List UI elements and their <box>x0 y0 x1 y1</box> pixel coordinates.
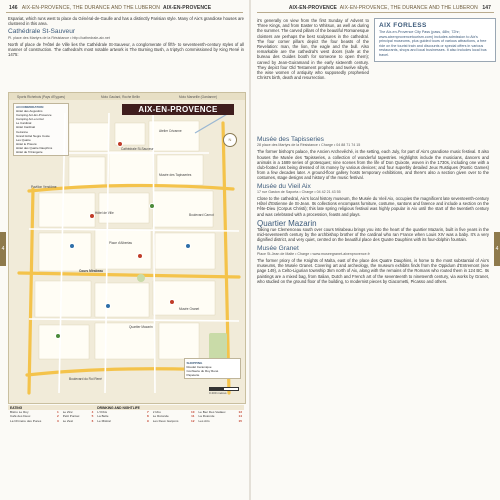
aix-forless-box <box>374 18 496 62</box>
legend-item: Les Quatre <box>16 137 31 142</box>
left-page-number: 146 <box>9 5 18 11</box>
key-number: 3 <box>56 418 59 423</box>
map-label: Boulevard du Roi René <box>69 377 102 381</box>
map-top-label-1: Sports Richebois (Pays d'Eygues) <box>17 94 66 99</box>
map-label: Atelier Cézanne <box>159 129 182 133</box>
map-title: AIX-EN-PROVENCE <box>122 104 234 115</box>
legend-item: Hôtel le Prieuré <box>16 141 37 146</box>
mazarin-text: Taking rue Clemenceau south over cours Mirabeau brings you into the heart of the quartier Mazarin, built in five years in the mid-seventeenth century by the archbishop brother of the cardinal who ran France when Louis XIV was a baby. It's a very dignified district, and very quiet, centred on the beautiful place des Quatre Dauphins with its four-dolphin fountain. <box>257 227 489 243</box>
legend-item: Camping Arc-En-Provence <box>16 113 52 118</box>
key-entry: Le Zinc <box>62 410 73 415</box>
map-legend-accommodation <box>13 103 69 156</box>
vieil-aix-address: 17 rue Gaston de Saporta • Charge • 04 42 21 43 55 <box>257 189 341 194</box>
left-intro-text: Espariat, which runs west to place du Général-de-Gaulle and has a distinctly Parisian style. Many of Aix's grandiose houses are clustered in this area. <box>8 16 244 27</box>
cathedrale-address: Pl. place des Martyrs de la Résistance • http://cathedrale-aix.net <box>8 35 110 40</box>
left-running-head-text: AIX-EN-PROVENCE, THE DURANCE AND THE LUBERON <box>21 5 161 11</box>
map-key <box>8 405 244 423</box>
eating-heading: EATING <box>8 405 61 410</box>
box-title: AIX FORLESS <box>379 22 427 29</box>
map-marker[interactable] <box>89 213 95 219</box>
map-marker[interactable] <box>55 333 61 339</box>
tapisseries-text: The former bishop's palace, the Ancien Archevêché, is the setting, each July, for part of Aix's grandiose music festival. It also houses the Musée des Tapisseries, a collection of wonderful tapestries. Highlights include the musicians, dancers and animals in a 1689 series of grotesques; nine scenes from the life of Don Quixote, woven in the 1730s, including one with a club-footed ass being dressed of its money by various devices; and four superbly detailed Jeux Rustiques (Rustic Games) from a few decades later. A ground-floor gallery hosts temporary exhibitions, and there's also a section given over to the costumes, stage designs and history of the music festival. <box>257 149 489 181</box>
map-marker[interactable] <box>117 141 123 147</box>
cathedral-continued-text: it's generally on view from the first Sunday of Advent to Three Kings, and from Easter to Whitsun, as well as during the summer. The carved pillars of the beautiful Romanesque cloisters are perhaps the best sculptures in the cathedral. The four corner pillars depict the four beasts of the Revelation: man, the lion, the eagle and the bull. Also remarkable are the cathedral's west doors (safe at the bureau des Guides booth for someone to open them); carved by Jean-Guiramand in the early sixteenth century. They depict four Old Testament prophets and twelve sibyls, the wise women of antiquity who supposedly prophesied Christ's birth, death and resurrection. <box>257 18 369 81</box>
legend-item: Camping Arc-en-Ciel <box>16 117 44 122</box>
map-label: Boulevard Carnot <box>189 213 214 217</box>
key-number: 15 <box>238 418 242 423</box>
box-text: The Aix-en-Provence City Pass (pass, 48hr, 72hr; www.aixenprovencetourism.com) includes admission to Aix's principal museums, plus guided tours of various attractions, a free ride on the tourist train and discounts or special offers in various restaurants, shops and local businesses. It also includes local bus travel. <box>379 30 487 57</box>
map-label: Cathédrale St-Sauveur <box>121 147 154 151</box>
map-top-label-3: Moto Marseille (Gardanne) <box>179 94 217 99</box>
map-scale <box>209 387 239 395</box>
city-map[interactable] <box>8 92 246 404</box>
tapisseries-heading: Musée des Tapisseries <box>257 136 324 143</box>
legend-item: Le Cardinal <box>16 121 32 126</box>
tapisseries-address: 28 place des Martyrs de la Résistance • Charge • 04 88 71 74 15 <box>257 143 361 148</box>
key-entry: La Rotonde <box>198 414 215 419</box>
right-chapter-tab-label: 4 <box>495 246 499 252</box>
key-entry: Café des Deux <box>10 414 31 419</box>
legend-item: Hôtel des Augustins <box>16 109 43 114</box>
key-number: 4 <box>91 410 94 415</box>
shopping-item: Confiserie du Roy René <box>186 368 219 373</box>
key-number: 8 <box>147 414 149 419</box>
key-number: 1 <box>56 410 59 415</box>
right-main-text <box>257 134 489 286</box>
map-label: Musée des Tapisseries <box>159 173 192 177</box>
key-entry: La Chimère des Puces <box>10 418 42 423</box>
map-label: Musée Granet <box>179 307 200 311</box>
key-entry: Le Bec Des Vadaux <box>198 410 226 415</box>
right-chapter-tab[interactable] <box>494 232 500 266</box>
map-label: Cours Mirabeau <box>79 269 104 273</box>
map-marker[interactable] <box>169 299 175 305</box>
granet-text: The former priory of the Knights of Malta, east of the place des Quatre Dauphins, is home to the most substantial of Aix's museums, the Musée Granet. Covering art and archeology, the museum exhibits finds from the Oppidum d'Entremont (see page 149), a Celto-Ligurian township 3km north of Aix, along with the remains of the Romans who routed them in 124 BC. Its paintings are a mixed bag, from Italian, Dutch and French art of the seventeenth to nineteenth century, via works by Granet, who studied on the ground floor of the building, to modernist pieces by Giacometti, Picasso and others. <box>257 258 489 284</box>
key-entry: Les Arts <box>198 418 210 423</box>
vieil-aix-heading: Musée du Vieil Aix <box>257 182 311 190</box>
granet-heading: Musée Granet <box>257 244 299 252</box>
key-number: 11 <box>191 414 195 419</box>
map-marker[interactable] <box>185 243 191 249</box>
left-chapter-tab[interactable] <box>0 232 6 266</box>
legend-item: Cezanne <box>16 129 29 134</box>
key-entry: Bistro Le Roy <box>10 410 29 415</box>
map-label: Place d'Albertas <box>109 241 132 245</box>
key-number: 12 <box>190 418 195 423</box>
map-key-row <box>8 419 244 423</box>
key-entry: L'Ubu <box>152 410 161 415</box>
left-head-rule <box>6 12 243 13</box>
map-marker[interactable] <box>149 203 155 209</box>
key-number: 6 <box>91 418 94 423</box>
key-number: 13 <box>238 410 242 415</box>
map-label: Quartier Mazarin <box>129 325 153 329</box>
key-entry: La Belle <box>97 414 109 419</box>
shopping-item: Papeterie <box>186 372 200 377</box>
map-marker[interactable] <box>69 243 75 249</box>
legend-item: Hôtel des Quatre Dauphins <box>16 145 53 150</box>
right-running-section: AIX-EN-PROVENCE <box>288 5 337 11</box>
shopping-item: Roudel Ceramique <box>186 364 212 369</box>
map-shopping-box <box>184 358 241 379</box>
right-page-number: 147 <box>482 5 491 11</box>
right-col1-top <box>257 18 369 82</box>
left-running-section: AIX-EN-PROVENCE <box>163 5 212 11</box>
right-running-head <box>289 5 494 11</box>
key-number: 7 <box>147 410 149 415</box>
legend-item: Grand Hôtel Negre Coste <box>16 133 50 138</box>
legend-heading: ACCOMMODATION <box>16 105 44 109</box>
granet-address: Place St-Jean de Malte • Charge • www.museegranet-aixenprovence.fr <box>257 251 370 256</box>
key-number: 9 <box>147 418 149 423</box>
key-number: 5 <box>91 414 94 419</box>
left-running-head <box>6 5 211 11</box>
right-running-head-text: AIX-EN-PROVENCE, THE DURANCE AND THE LUBERON <box>339 5 478 11</box>
map-marker[interactable] <box>137 253 143 259</box>
key-entry: Le Rotonde <box>152 414 169 419</box>
scale-label: 0 200 metres <box>209 391 227 395</box>
right-head-rule <box>257 12 494 13</box>
left-chapter-tab-label: 4 <box>1 246 5 252</box>
left-page <box>0 0 249 500</box>
key-entry: Les Deux Garçons <box>152 418 179 423</box>
mazarin-heading: Quartier Mazarin <box>257 218 317 228</box>
legend-item: Hôtel Cardinal <box>16 125 36 130</box>
key-entry: Le Mistral <box>97 418 111 423</box>
left-intro <box>8 16 244 59</box>
legend-item: Hôtel de l'Orangerie <box>16 150 43 155</box>
key-entry: Petit Pontac <box>62 414 80 419</box>
map-marker[interactable] <box>105 303 111 309</box>
key-number: 10 <box>190 410 195 415</box>
key-number: 14 <box>238 414 242 419</box>
key-entry: Le Zest <box>62 418 74 423</box>
compass-icon: N <box>223 133 237 147</box>
key-number: 2 <box>56 414 59 419</box>
map-label: Pavillon Vendôme <box>31 185 57 189</box>
map-top-label-2: Moto Gaulard, Roche Bellin <box>101 94 140 99</box>
cathedrale-heading: Cathédrale St-Sauveur <box>8 28 76 36</box>
shopping-heading: SHOPPING <box>186 360 203 365</box>
map-label: Hôtel de Ville <box>95 211 114 215</box>
drinking-heading: DRINKING AND NIGHTLIFE <box>95 405 150 410</box>
vieil-aix-text: Close to the cathedral, Aix's local history museum, the Musée du Vieil Aix, occupies the magnificent late seventeenth-century Hôtel d'Estienne de St-Jean. Its collections encompass furniture, costume, santons and faïence and include a section on the Fête-Dieu (Corpus Christi); this late spring religious festival was highly popular in Aix until the start of the twentieth century and was celebrated with a procession, feasts and plays. <box>257 196 489 217</box>
right-page <box>251 0 500 500</box>
key-entry: L'Orbis <box>97 410 107 415</box>
cathedrale-text: North of place de l'Hôtel de Ville lies the Cathédrale St-Sauveur, a conglomerate of fifth- to seventeenth-century styles of all manner of construction. The cathedral's most notable artwork is The Burning Bush, a triptych commissioned by King René in 1475: <box>8 41 244 58</box>
